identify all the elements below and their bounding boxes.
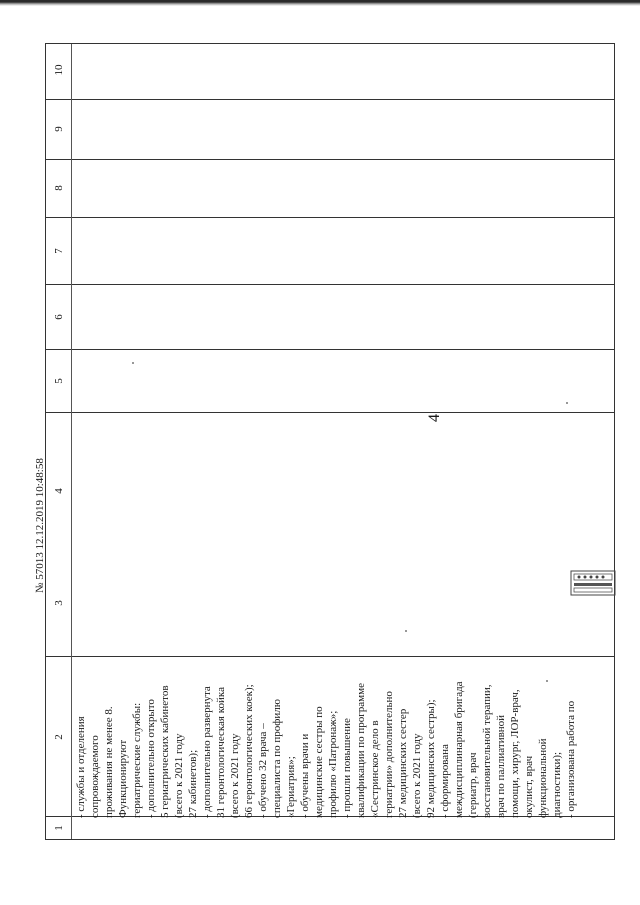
scan-speck [546, 680, 548, 682]
header-row-divider [71, 44, 72, 839]
cell-text-line: - дополнительно открыто [145, 699, 157, 818]
cell-text-line: функциональной [537, 738, 549, 818]
cell-text-line: врач по паллиативной [495, 714, 507, 818]
cell-text-line: - прошли повышение [341, 718, 353, 818]
cell-text-line: помощи, хирург, ЛОР-врач, [509, 689, 521, 818]
cell-text-line: квалификации по программе [355, 683, 367, 818]
cell-text-line: - обучено 32 врача – [257, 723, 269, 818]
electronic-signature-seal-icon [570, 570, 616, 596]
cell-text-line: восстановительной терапии, [481, 684, 493, 818]
cell-text-line: гериатрии» дополнительно [383, 691, 395, 818]
document-registration-stamp: № 57013 12.12.2019 10:48:58 [34, 458, 46, 593]
cell-text-line: профилю «Патронаж»; [327, 710, 339, 818]
column-header-8: 8 [53, 185, 65, 191]
column-divider-6 [46, 349, 614, 350]
cell-text-line: специалиста по профилю [271, 699, 283, 818]
cell-text-line: - обучены врачи и [299, 733, 311, 818]
cell-text-line: (гериатр, врач [467, 752, 479, 818]
scan-top-edge [0, 0, 640, 6]
cell-text-line: - сформирована [439, 744, 451, 818]
table-cell-column-4-text [74, 412, 578, 818]
column-header-10: 10 [53, 64, 65, 76]
column-header-6: 6 [53, 314, 65, 320]
cell-text-line: окулист, врач [523, 755, 535, 818]
column-header-7: 7 [53, 248, 65, 254]
column-divider-7 [46, 284, 614, 285]
column-divider-8 [46, 217, 614, 218]
cell-text-line: Функционируют [117, 739, 129, 818]
column-header-5: 5 [53, 378, 65, 384]
cell-text-line: 27 медицинских сестер [397, 708, 409, 818]
page-number: 4 [426, 414, 443, 422]
cell-text-line: 5 гериатрических кабинетов [159, 685, 171, 818]
cell-text-line: междисциплинарная бригада [453, 681, 465, 818]
cell-text-line: сопровождаемого [89, 735, 101, 818]
column-header-1: 1 [53, 825, 65, 831]
cell-text-line: гериатрические службы: [131, 702, 143, 818]
scan-speck [132, 362, 134, 364]
column-header-2: 2 [53, 734, 65, 740]
cell-text-line: 31 геронтологическая койка [215, 687, 227, 818]
scan-speck [566, 402, 568, 404]
column-divider-10 [46, 99, 614, 100]
cell-text-line: (всего к 2021 году [173, 733, 185, 818]
column-header-4: 4 [53, 488, 65, 494]
cell-text-line: диагностики); [551, 751, 563, 818]
cell-text-line: (всего к 2021 году [411, 733, 423, 818]
cell-text-line: - организована работа по [565, 700, 577, 818]
column-header-9: 9 [53, 126, 65, 132]
scan-speck [405, 630, 407, 632]
cell-text-line: медицинские сестры по [313, 706, 325, 818]
cell-text-line: «Гериатрия»; [285, 756, 297, 818]
cell-text-line: 66 геронтологических коек); [243, 684, 255, 818]
cell-text-line: «Сестринское дело в [369, 720, 381, 818]
cell-text-line: проживания не менее 8. [103, 706, 115, 818]
column-header-3: 3 [53, 600, 65, 606]
cell-text-line: 27 кабинетов); [187, 749, 199, 818]
column-divider-9 [46, 159, 614, 160]
cell-text-line: (всего к 2021 году [229, 733, 241, 818]
cell-text-line: - службы и отделения [75, 716, 87, 818]
cell-text-line: 92 медицинских сестры); [425, 699, 437, 818]
cell-text-line: - дополнительно развернута [201, 686, 213, 818]
